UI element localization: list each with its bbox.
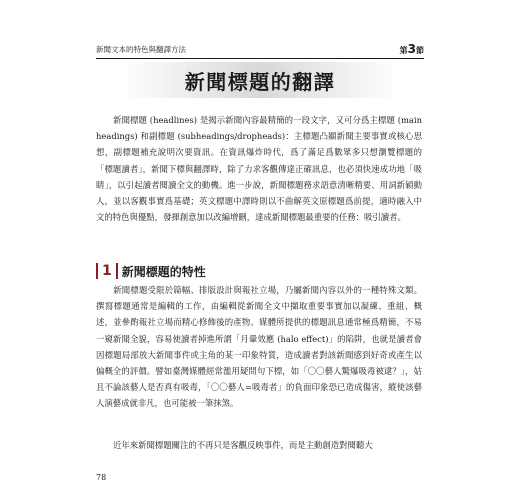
paragraph-text: 新聞標題受限於篇幅、排版設計與報社立場，乃屬新聞內容以外的一種特殊文類。撰寫標題通常是編輯的工作，由編輯從新聞全文中擷取重要事實加以凝練、重組、概述，並參酌報社立場而精心修飾後的產物。媒體所提供的標題訊息通常極爲精簡，不易一窺新聞全貌，容易使讀者掉進所謂「月暈效應 (halo effect)」的陷阱，也就是讀者會因標題局部放大新聞事件或主角的某一印象特質，造成讀者對該新聞感到好奇或產生以偏概全的評價。譬如臺灣媒體經常濫用疑問句下標，如「〇〇藝人驚爆吸毒被逮？」，姑且不論該藝人是否真有吸毒，「〇〇藝人=吸毒者」的負面印象恐已造成傷害，縱使該藝人演藝成就非凡，也可能被一筆抹煞。 — [96, 285, 422, 409]
running-header — [96, 44, 424, 58]
section-prefix: 第 — [399, 46, 408, 55]
section-indicator — [400, 43, 424, 57]
page-number: 78 — [96, 473, 107, 482]
section-number: 3 — [407, 42, 416, 56]
section-heading-number: 1 — [102, 263, 112, 279]
page-title: 新聞標題的翻譯 — [184, 69, 336, 94]
paragraph-text: 近年來新聞標題關注的不再只是客觀反映事件，而是主動創造對閱聽大 — [113, 440, 373, 450]
paragraph — [96, 112, 422, 225]
paragraph — [96, 437, 422, 453]
heading-bar-right — [116, 263, 118, 279]
running-title: 新聞文本的特色與翻譯方法 — [96, 45, 186, 54]
paragraph-text: 新聞標題 (headlines) 是揭示新聞內容最精簡的一段文字，又可分爲主標題 (main headings) 和副標題 (subheadings/dropheads)：主標題凸顯新聞主要事實或核心思想，副標題補充說明次要資訊。在資訊爆炸時代，爲了滿足爲數眾多只想瀏覽標題的「標題讀者」，新聞下標與翻譯時，除了力求客觀傳達正確訊息，也必須快速成功地「吸睛」，以引起讀者閱讀全文的動機。進一步說，新聞標題務求語意清晰精要、用詞新穎動人，並以客觀事實爲基礎；英文標題中譯時則以不曲解英文原標題爲前提，適時融入中文的特色與優點，發揮創意加以改編增刪，達成新聞標題最重要的任務：吸引讀者。 — [96, 115, 422, 223]
heading-bar-left — [96, 263, 98, 279]
paragraph — [96, 282, 422, 412]
header-divider — [96, 58, 424, 59]
section-suffix: 節 — [416, 46, 424, 55]
title-banner — [96, 62, 424, 98]
section-heading-title: 新聞標題的特性 — [121, 264, 206, 279]
section-heading — [96, 262, 206, 280]
